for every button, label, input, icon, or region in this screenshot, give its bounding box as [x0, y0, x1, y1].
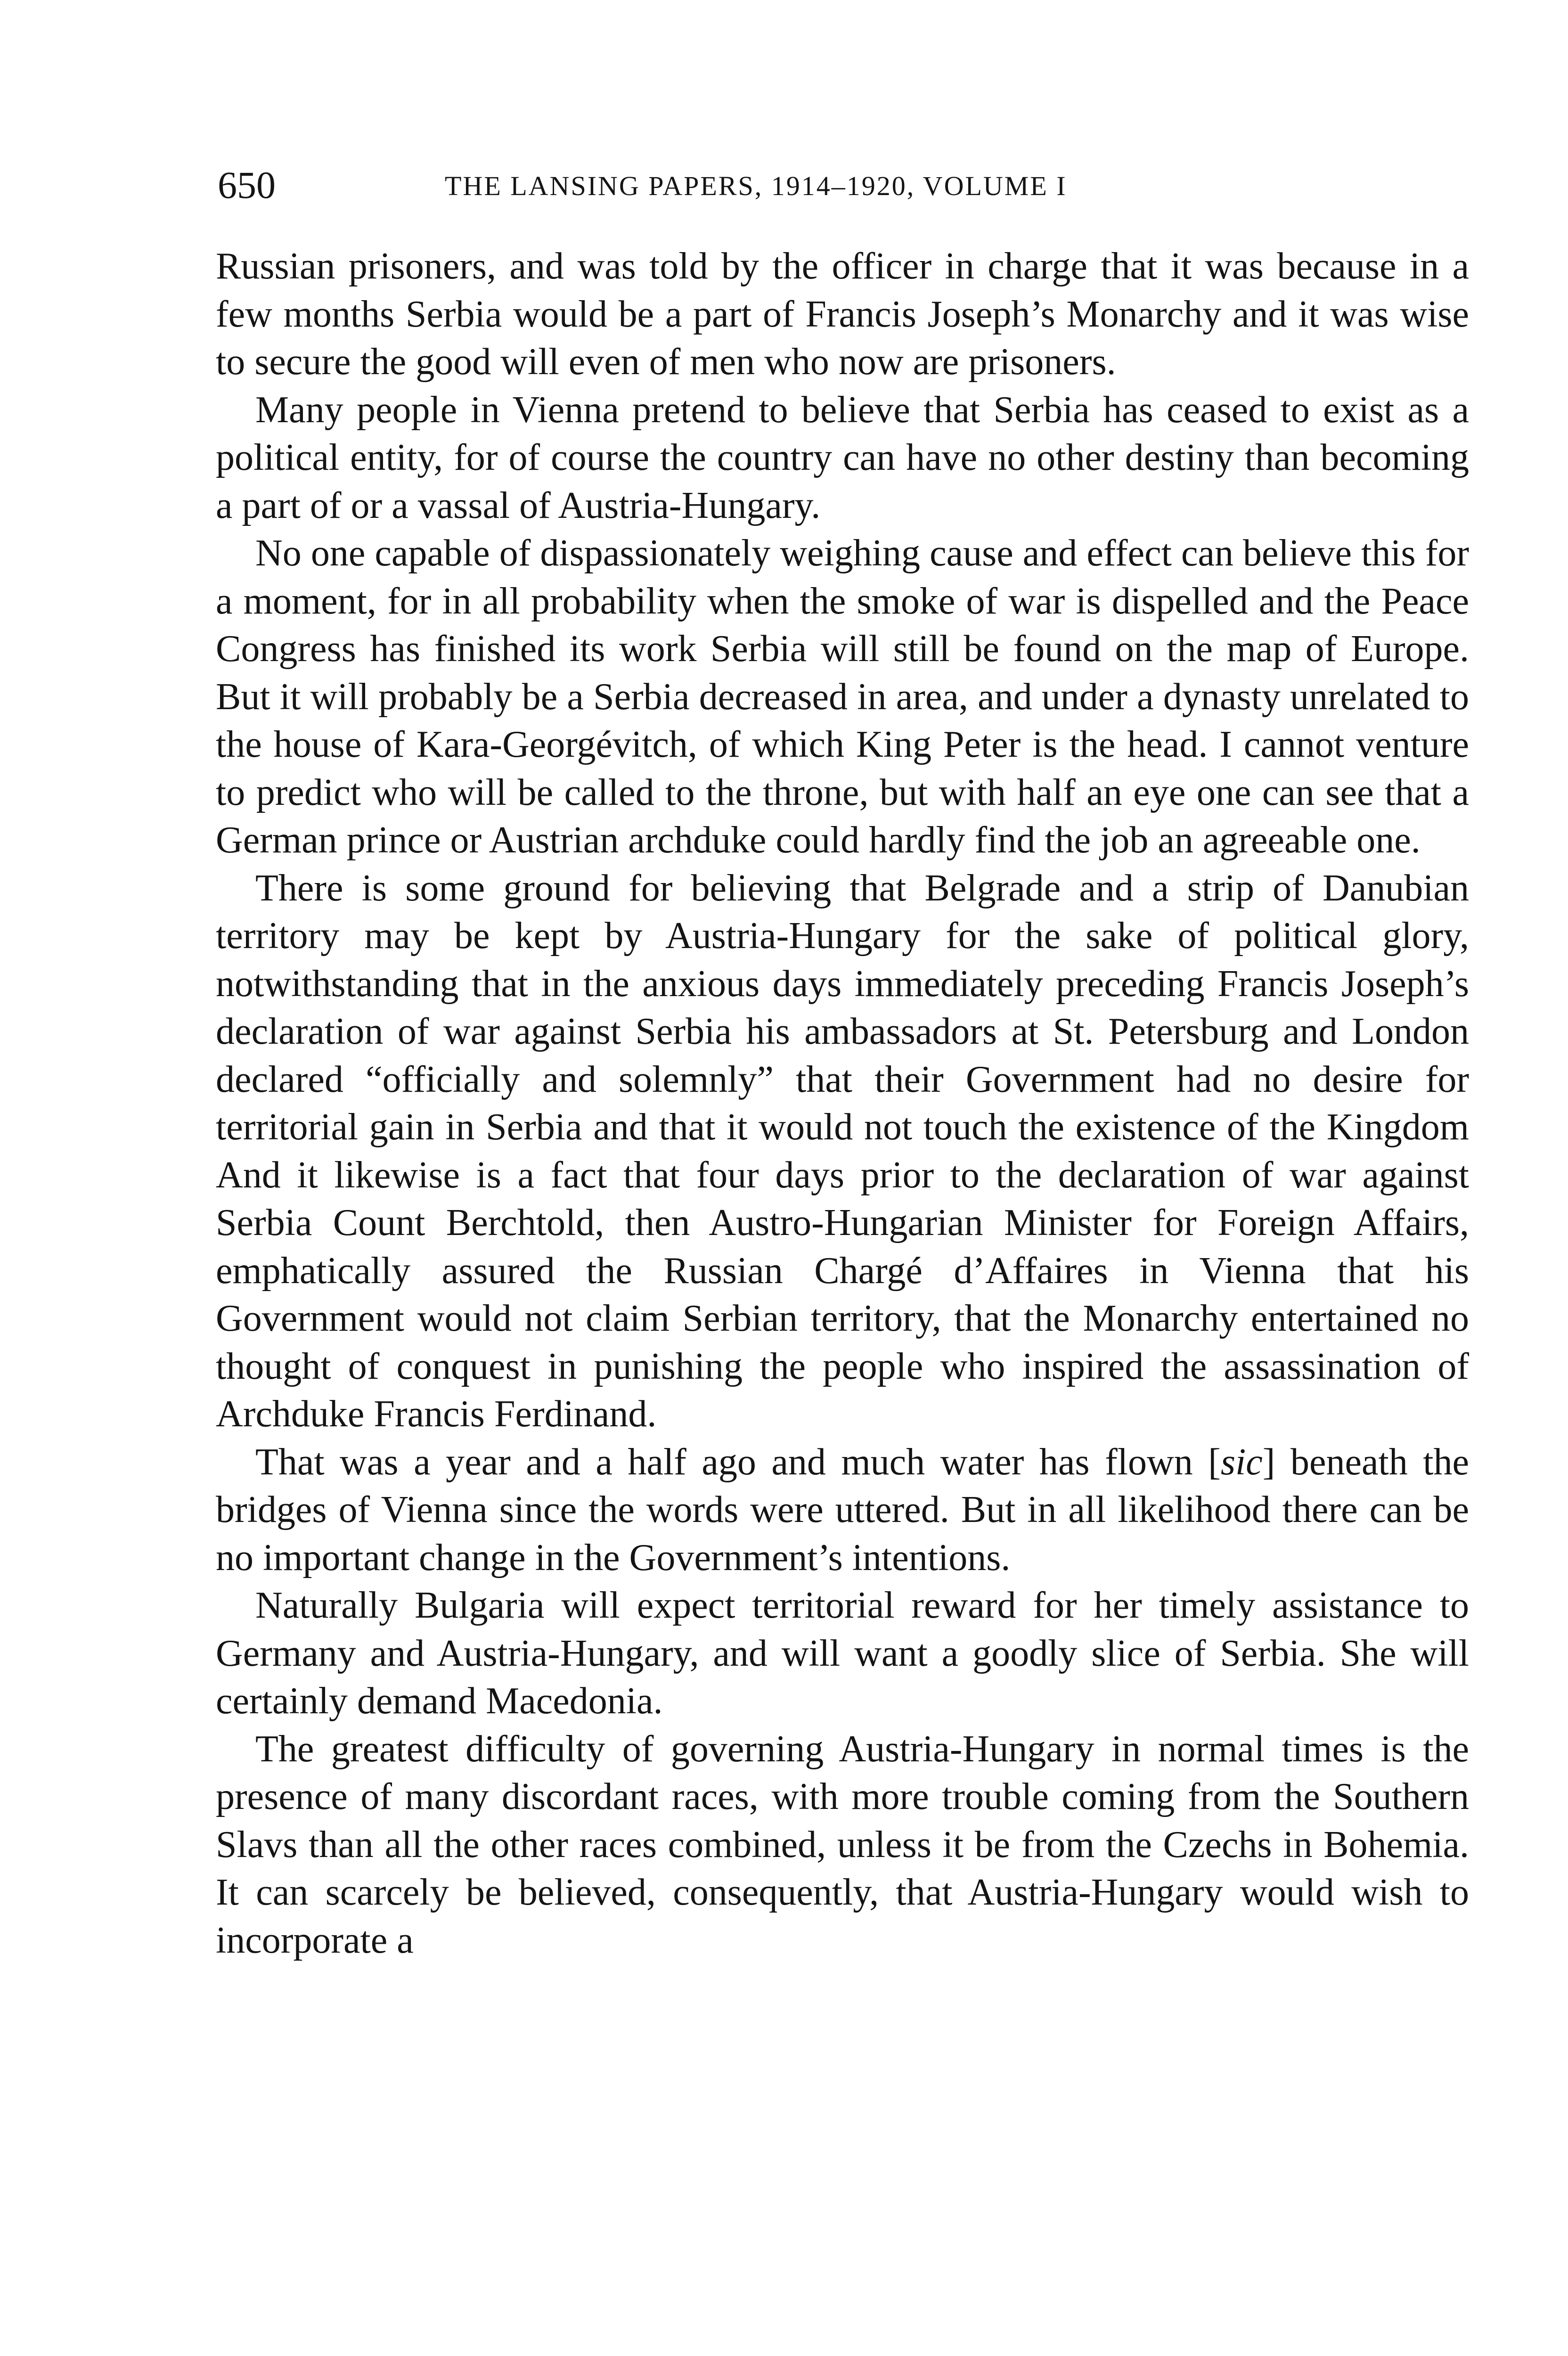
paragraph-text-after-sic: beneath the bridges of Vienna since the words were uttered. But in all likelihood there can be no important change in the Government’s intentions.	[216, 1441, 1470, 1579]
body-text	[216, 243, 1469, 1964]
paragraph: Russian prisoners, and was told by the officer in charge that it was because in a few months Serbia would be a part of Francis Joseph’s Monarchy and it was wise to secure the good will even of men who now are prisoners.	[216, 245, 1469, 383]
page-number: 650	[218, 164, 276, 206]
sic-bracket-close: ]	[1262, 1441, 1275, 1483]
paragraph: Naturally Bulgaria will expect territorial reward for her timely assistance to Germany and Austria-Hungary, and will want a goodly slice of Serbia. She will certainly demand Macedonia.	[216, 1585, 1469, 1722]
sic-bracket-open: [	[1208, 1441, 1221, 1483]
sic-note: sic	[1220, 1441, 1263, 1483]
paragraph: No one capable of dispassionately weighing cause and effect can believe this for a moment, for in all probability when the smoke of war is dispelled and the Peace Congress has finished its work Serbia will still be found on the map of Europe. But it will probably be a Serbia decreased in area, and under a dynasty unrelated to the house of Kara-Georgévitch, of which King Peter is the head. I cannot venture to predict who will be called to the throne, but with half an eye one can see that a German prince or Austrian archduke could hardly find the job an agreeable one.	[216, 532, 1469, 861]
paragraph: The greatest difficulty of governing Austria-Hungary in normal times is the presence of many discordant races, with more trouble coming from the Southern Slavs than all the other races combined, unless it be from the Czechs in Bohemia. It can scarcely be believed, consequently, that Austria-Hungary would wish to incorporate a	[216, 1728, 1469, 1961]
paragraph: Many people in Vienna pretend to believe that Serbia has ceased to exist as a political entity, for of course the country can have no other destiny than becoming a part of or a vassal of Austria-Hungary.	[216, 389, 1469, 526]
running-title: THE LANSING PAPERS, 1914–1920, VOLUME I	[445, 171, 1067, 201]
paragraph: There is some ground for believing that Belgrade and a strip of Danubian territory may be kept by Austria-Hungary for the sake of political glory, notwithstanding that in the anxious days immediately preceding Francis Joseph’s declaration of war against Serbia his ambassadors at St. Petersburg and London declared “officially and solemnly” that their Government had no desire for territorial gain in Serbia and that it would not touch the existence of the Kingdom And it likewise is a fact that four days prior to the declaration of war against Serbia Count Berchtold, then Austro-Hungarian Minister for Foreign Affairs, emphatically assured the Russian Chargé d’Affaires in Vienna that his Government would not claim Serbian territory, that the Monarchy entertained no thought of conquest in punishing the people who inspired the assassination of Archduke Francis Ferdinand.	[216, 867, 1469, 1435]
paragraph	[216, 1439, 1469, 1582]
paragraph-text-before-sic: That was a year and a half ago and much water has flown	[255, 1441, 1209, 1483]
